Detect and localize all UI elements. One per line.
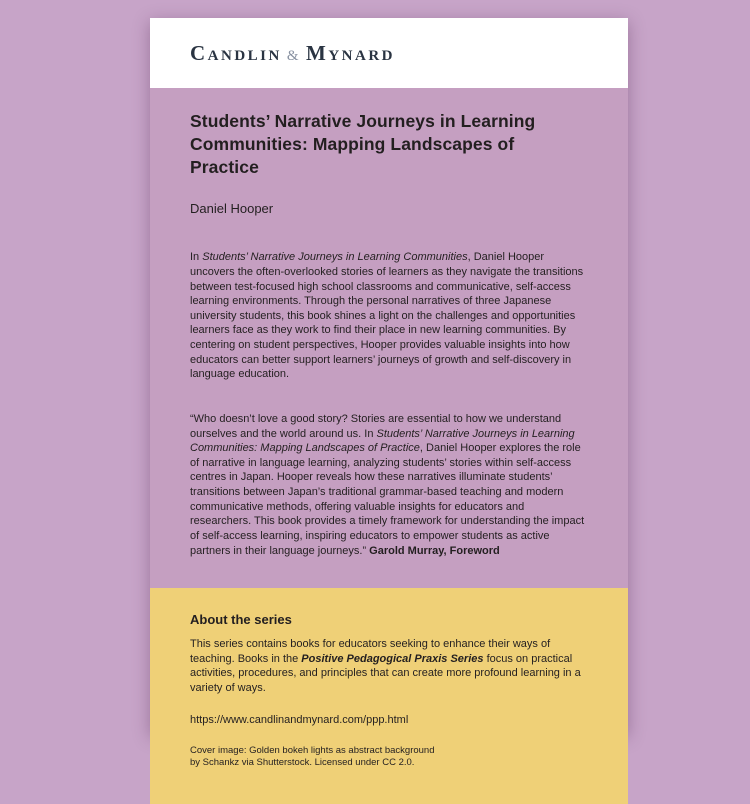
series-heading: About the series [190,612,292,628]
description-book-title-italic: Students’ Narrative Journeys in Learning Communities [202,251,468,264]
series-description [190,637,588,696]
credit-line-1: Cover image: Golden bokeh lights as abstract background [190,744,435,756]
about-series-section [150,588,628,804]
quote-book-title-italic: Students’ Narrative Journeys in Learning Communities: Mapping Landscapes of Practice [190,427,575,455]
cover-body [150,88,628,588]
publisher-logo [190,41,395,66]
quote-attribution: Garold Murray, Foreword [369,544,500,557]
series-desc-text: This series contains books for educators seeking to enhance their ways of teaching. Books in the [190,638,551,665]
quote-text-continued: , Daniel Hooper explores the role of narrative in language learning, analyzing students’ stories within self-access centres in Japan. Hooper reveals how these narratives illuminate students’ transitions between Japan’s traditional grammar-based teaching and modern communicative methods, offering valuable insights for educators and researchers. This book provides a timely framework for understanding the impact of self-access learning, inspiring educators to empower students as active partners in their language journeys.” [190,442,585,557]
author-name: Daniel Hooper [190,201,274,217]
publisher-name-first: Candlin [190,40,282,65]
series-desc-text-continued: focus on practical activities, procedures, and principles that can create more profound learning in a variety of ways. [190,652,581,695]
cover-image-credit [190,745,435,771]
quote-text: “Who doesn’t love a good story? Stories are essential to how we understand ourselves and the world around us. In [190,412,562,440]
publisher-band [150,18,628,88]
description-text: In [190,251,203,264]
publisher-ampersand: & [286,47,302,64]
endorsement-quote [190,412,588,558]
description-text-continued: , Daniel Hooper uncovers the often-overlooked stories of learners as they navigate the transitions between test-focused high school classrooms and communicative, self-access learning environments. Through the personal narratives of three Japanese university students, this book shines a light on the challenges and opportunities learners face as they work to find their place in new learning communities. By centering on student perspectives, Hooper provides valuable insights into how educators can better support learners’ journeys of growth and self-discovery in language education. [190,251,584,381]
book-back-cover [150,18,628,769]
series-name-emphasis: Positive Pedagogical Praxis Series [301,652,484,665]
book-description [190,250,588,382]
book-title: Students’ Narrative Journeys in Learning Communities: Mapping Landscapes of Practice [190,111,536,178]
publisher-name-second: Mynard [306,40,395,65]
credit-line-2: by Schankz via Shutterstock. Licensed under CC 2.0. [190,757,415,769]
series-url: https://www.candlinandmynard.com/ppp.html [190,713,409,726]
